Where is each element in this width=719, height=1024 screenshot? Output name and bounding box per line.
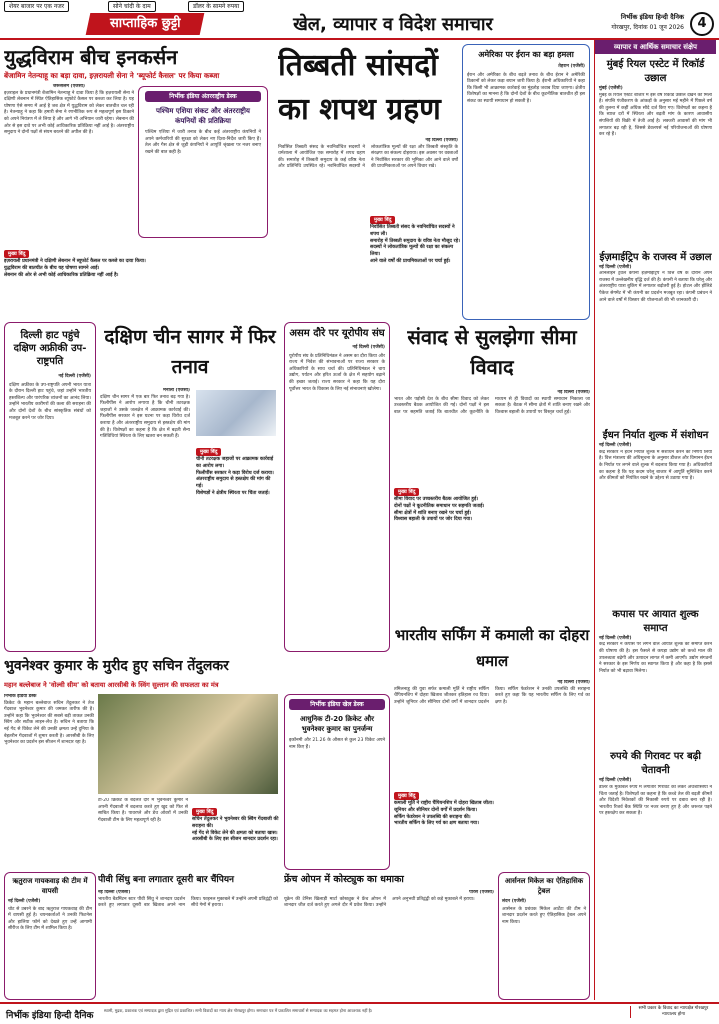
footer-paper-name: निर्भीक इंडिया हिन्दी दैनिक bbox=[6, 1011, 94, 1021]
delhi-africa-headline: दिल्ली हाट पहुंचे दक्षिण अफ्रीकी उप-राष्ट्रपति bbox=[13, 330, 87, 367]
delhi-africa-dateline: नई दिल्ली (एजेंसी) bbox=[58, 374, 91, 379]
border-headline: संवाद से सुलझेगा सीमा विवाद bbox=[407, 325, 577, 379]
surfing-headline: भारतीय सर्फिंग में कमाली का दोहरा धमाल bbox=[394, 626, 590, 670]
cotton-body: केंद्र सरकार ने कपास पर लगने वाले आयात शुल्क को समाप्त करने की घोषणा की है। इस फैसले से कपड़ा उद्योग को कच्चे माल की उपलब्धता बढ़ेगी और उत्पादन लागत में कमी आएगी। उद्योग संगठनों ने सरकार के इस निर्णय का स्वागत किया है और कहा है कि इससे निर्यात को भी बढ़ावा मिलेगा। bbox=[599, 642, 712, 674]
fuel-dateline: नई दिल्ली (एजेंसी) bbox=[599, 443, 632, 449]
ceasefire-keypoint: युद्धविराम की बातचीत के बीच यह घोषणा सामने आई। bbox=[4, 265, 100, 271]
ceasefire-keypoints bbox=[4, 240, 272, 302]
ruturaj-body: चोट से उबरने के बाद ऋतुराज गायकवाड़ की टीम में वापसी हुई है। चयनकर्ताओं ने उनकी फिटनेस और हालिया फॉर्म को देखते हुए उन्हें आगामी सीरीज के लिए टीम में शामिल किया है। bbox=[8, 906, 92, 932]
french-open-headline: फ्रेंच ओपन में कोस्ट्युक का धमाका bbox=[284, 874, 404, 885]
arsenal-box bbox=[498, 872, 590, 1000]
assam-box bbox=[284, 322, 390, 652]
ceasefire-keypoints-head: मुख्य बिंदु bbox=[4, 250, 29, 258]
french-open-body: पेरिस (एजेंसी) यूक्रेन की टेनिस खिलाड़ी मार्टा कोस्ट्युक ने फ्रेंच ओपन में शानदार जीत दर्ज करते हुए अगले दौर में प्रवेश किया। उन्होंने अपने अनुभवी प्रतिद्वंद्वी को कड़े मुकाबले में हराया। bbox=[284, 890, 494, 909]
ceasefire-keypoint: इज़रायली प्रधानमंत्री ने दक्षिणी लेबनान में ब्यूफोर्ट कैसल पर कब्जे का दावा किया। bbox=[4, 259, 146, 264]
mumbai-body: मुंबई के रियल एस्टेट बाजार में इस वर्ष रिकॉर्ड उछाल देखने को मिला है। संपत्ति पंजीकरण के आंकड़ों के अनुसार मई महीने में पिछले वर्ष की तुलना में कहीं अधिक सौदे दर्ज किए गए। विशेषज्ञों का कहना है कि ब्याज दरों में स्थिरता और बढ़ती मांग के कारण आवासीय संपत्तियों की बिक्री में तेजी आई है। लक्जरी आवासों की मांग भी लगातार बढ़ रही है, जिससे डेवलपर्स नई परियोजनाओं की घोषणा कर रहे हैं। bbox=[599, 92, 712, 138]
tibet-keypoint: समारोह में तिब्बती समुदाय के वरिष्ठ नेता मौजूद रहे। bbox=[370, 238, 460, 244]
bhuvneshwar-keypoint: नई गेंद से विकेट लेने की क्षमता को बताया खास। bbox=[192, 830, 278, 836]
footer-jurisdiction: सभी प्रकार के विवाद का न्यायक्षेत्र गोरखपुर न्यायालय होगा bbox=[630, 1006, 716, 1018]
scs-keypoint: चीनी तटरक्षक जहाजों पर आक्रामक कार्रवाई का आरोप लगा। bbox=[196, 457, 274, 469]
surfing-keypoint: जूनियर और सीनियर दोनों वर्गों में प्रदर्शन किया। bbox=[394, 807, 478, 813]
tibet-keypoints bbox=[370, 206, 460, 316]
fuel-headline: ईंधन निर्यात शुल्क में संशोधन bbox=[602, 430, 709, 442]
ceasefire-sidebox bbox=[138, 86, 268, 238]
easemytrip-body: ऑनलाइन ट्रैवल कंपनी ईज़माईट्रिप ने वित्त वर्ष के दौरान अपने राजस्व में उल्लेखनीय वृद्धि दर्ज की है। कंपनी ने बताया कि घरेलू और अंतरराष्ट्रीय यात्रा बुकिंग में लगातार बढ़ोतरी हुई है। होटल और हॉलिडे पैकेज सेगमेंट में भी कंपनी का प्रदर्शन मजबूत रहा। कंपनी प्रबंधन ने आने वाले वर्षों में विस्तार की योजनाओं की भी जानकारी दी। bbox=[599, 271, 712, 303]
surfing-keypoint: सर्फिंग फेडरेशन ने उपलब्धि की सराहना की। bbox=[394, 814, 471, 820]
ceasefire-keypoint: लेबनान की ओर से अभी कोई आधिकारिक प्रतिक्रिया नहीं आई है। bbox=[4, 272, 119, 278]
surfing-body: नई दिल्ली (एजेंसी) तमिलनाडु की युवा सर्फर कमाली मूर्ति ने राष्ट्रीय सर्फिंग चैंपियनशिप में दोहरा खिताब जीतकर इतिहास रच दिया। उन्होंने जूनियर और सीनियर दोनों वर्गों में शानदार प्रदर्शन किया। सर्फिंग फेडरेशन ने उनकी उपलब्धि की सराहना करते हुए कहा कि यह भारतीय सर्फिंग के लिए गर्व का क्षण है। bbox=[394, 680, 590, 705]
rupee-article bbox=[599, 750, 712, 865]
scs-keypoints-head: मुख्य बिंदु bbox=[196, 448, 221, 456]
arsenal-dateline: लंदन (एजेंसी) bbox=[502, 899, 527, 904]
rupee-body: डॉलर के मुकाबले रुपये में लगातार गिरावट को लेकर अर्थशास्त्रियों ने चिंता जताई है। विशेषज्ञों का कहना है कि कच्चे तेल की बढ़ती कीमतें और विदेशी निवेशकों की निकासी रुपये पर दबाव बना रही है। भारतीय रिजर्व बैंक स्थिति पर नजर बनाए हुए है और जरूरत पड़ने पर हस्तक्षेप कर सकता है। bbox=[599, 784, 712, 817]
scs-keypoint: विशेषज्ञों ने क्षेत्रीय स्थिरता पर चिंता जताई। bbox=[196, 490, 270, 496]
bhuvneshwar-keypoint: सचिन तेंदुलकर ने भुवनेश्वर की स्विंग गेंदबाजी की सराहना की। bbox=[192, 817, 279, 829]
ceasefire-sidebox-title: पश्चिम एशिया संकट और अंतरराष्ट्रीय कंपनियों की प्रतिक्रिया bbox=[156, 107, 250, 125]
sindhu-body: नई दिल्ली (एजेंसी) भारतीय बैडमिंटन स्टार पीवी सिंधु ने शानदार प्रदर्शन करते हुए लगातार दूसरी बार खिताब अपने नाम किया। फाइनल मुकाबले में उन्होंने अपनी प्रतिद्वंद्वी को सीधे गेमों में हराया। bbox=[98, 890, 278, 909]
cotton-article bbox=[599, 608, 712, 743]
scs-headline: दक्षिण चीन सागर में फिर तनाव bbox=[104, 326, 276, 378]
scs-keypoint: अंतरराष्ट्रीय समुदाय से हस्तक्षेप की मांग की गई। bbox=[196, 477, 271, 490]
coast-guard-ship-photo bbox=[196, 390, 276, 436]
bhuvneshwar-body2: टी-20 क्रिकेट के बदलते दौर में भुवनेश्वर कुमार ने अपनी गेंदबाजी में बदलाव करते हुए खुद को फिर से साबित किया है। पावरप्ले और डेथ ओवरों में उनकी गेंदबाजी टीम के लिए महत्वपूर्ण रही है। bbox=[98, 798, 188, 823]
bhuvneshwar-keypoints-head: मुख्य बिंदु bbox=[192, 808, 217, 816]
rupee-dollar-pill[interactable]: डॉलर के सामने रुपया bbox=[188, 1, 244, 12]
stock-market-pill[interactable]: शेयर बाजार पर एक नजर bbox=[4, 1, 69, 12]
business-sidebar bbox=[594, 40, 716, 1000]
america-iran-headline: अमेरिका पर ईरान का बड़ा हमला bbox=[478, 50, 574, 59]
ruturaj-dateline: नई दिल्ली (एजेंसी) bbox=[8, 899, 41, 904]
border-keypoints bbox=[394, 478, 590, 560]
brand-label: साप्ताहिक छुट्टी bbox=[109, 16, 181, 31]
arsenal-headline: आर्सनल मिकेल का ऐतिहासिक ट्रेबल bbox=[504, 877, 584, 895]
arsenal-body: आर्सनल के प्रबंधक मिकेल आर्टेटा की टीम ने शानदार प्रदर्शन करते हुए ऐतिहासिक ट्रेबल अपने नाम किया। bbox=[502, 906, 586, 925]
delhi-africa-box bbox=[4, 322, 96, 652]
fuel-body: केंद्र सरकार ने ईंधन निर्यात शुल्क में संशोधन करने का निर्णय लिया है। वित्त मंत्रालय की अधिसूचना के अनुसार डीजल और विमानन ईंधन के निर्यात पर लगने वाले शुल्क में बदलाव किया गया है। अधिकारियों का कहना है कि यह कदम घरेलू बाजार में आपूर्ति सुनिश्चित करने और कीमतों को नियंत्रित रखने के उद्देश्य से उठाया गया है। bbox=[599, 449, 712, 482]
brand-box bbox=[86, 13, 205, 35]
assam-headline: असम दौरे पर यूरोपीय संघ bbox=[289, 328, 385, 339]
tibet-body: नई दिल्ली (एजेंसी) निर्वासित तिब्बती संसद के नवनिर्वाचित सदस्यों ने धर्मशाला में आयोजित एक समारोह में शपथ ग्रहण की। समारोह में तिब्बती समुदाय के कई वरिष्ठ नेता और प्रतिनिधि उपस्थित रहे। नवनिर्वाचित सदस्यों ने लोकतांत्रिक मूल्यों की रक्षा और तिब्बती संस्कृति के संरक्षण का संकल्प दोहराया। इस अवसर पर वक्ताओं ने निर्वासित सरकार की भूमिका और आने वाले वर्षों की प्राथमिकताओं पर अपने विचार रखे। bbox=[278, 138, 458, 170]
surfing-keypoints-head: मुख्य बिंदु bbox=[394, 792, 419, 800]
rupee-dateline: नई दिल्ली (एजेंसी) bbox=[599, 778, 632, 784]
tibet-keypoint: निर्वासित तिब्बती संसद के नवनिर्वाचित सदस्यों ने शपथ ली। bbox=[370, 225, 455, 237]
assam-body: यूरोपीय संघ के प्रतिनिधिमंडल ने असम का दौरा किया और राज्य में निवेश की संभावनाओं पर राज्य सरकार के अधिकारियों के साथ चर्चा की। प्रतिनिधिमंडल ने चाय उद्योग, पर्यटन और हरित ऊर्जा के क्षेत्र में सहयोग बढ़ाने की इच्छा जताई। राज्य सरकार ने कहा कि यह दौरा पूर्वोत्तर भारत के विकास के लिए नई संभावनाएं खोलेगा। bbox=[289, 353, 385, 392]
border-keypoint: दोनों पक्षों ने कूटनीतिक समाधान पर सहमति जताई। bbox=[394, 503, 485, 509]
bhuvneshwar-sidebox bbox=[284, 694, 390, 870]
masthead bbox=[0, 0, 719, 40]
rupee-headline: रुपये की गिरावट पर बढ़ी चेतावनी bbox=[610, 751, 701, 777]
ceasefire-headline: युद्धविराम बीच इनकर्सन bbox=[4, 45, 178, 69]
assam-dateline: नई दिल्ली (एजेंसी) bbox=[352, 345, 385, 350]
cricket-players-photo bbox=[98, 694, 278, 794]
sindhu-headline: पीवी सिंधु बना लगातार दूसरी बार चैंपियन bbox=[98, 875, 235, 885]
surfing-keypoint: भारतीय सर्फिंग के लिए गर्व का क्षण बताया गया। bbox=[394, 821, 479, 827]
easemytrip-headline: ईज़माईट्रिप के राजस्व में उछाल bbox=[599, 251, 712, 263]
ceasefire-subhead: बेंजामिन नेतन्याहू का बड़ा दावा, इज़रायली सेना ने 'ब्यूफोर्ट कैसल' पर किया कब्जा bbox=[4, 71, 220, 80]
bhuvneshwar-sidebox-title: आधुनिक टी-20 क्रिकेट और भुवनेश्वर कुमार का पुनर्जन्म bbox=[300, 715, 374, 733]
border-keypoint: सीमा क्षेत्रों में शांति बनाए रखने पर चर्चा हुई। bbox=[394, 510, 472, 516]
tibet-headline: तिब्बती सांसदों का शपथ ग्रहण bbox=[278, 48, 441, 127]
easemytrip-article bbox=[599, 251, 712, 422]
mumbai-article bbox=[599, 58, 712, 243]
page-number: 4 bbox=[690, 12, 714, 36]
footer bbox=[0, 1002, 719, 1024]
sidebar-header: व्यापार व आर्थिक समाचार संक्षेप bbox=[595, 40, 716, 54]
tibet-keypoint: आने वाले वर्षों की प्राथमिकताओं पर चर्चा हुई। bbox=[370, 258, 451, 264]
scs-keypoint: फिलीपींस सरकार ने कड़ा विरोध दर्ज कराया। bbox=[196, 470, 274, 476]
bhuvneshwar-headline: भुवनेश्वर कुमार के मुरीद हुए सचिन तेंदुलकर bbox=[4, 658, 229, 674]
bhuvneshwar-caption: इकॉनमी और 21.26 के औसत से कुल 23 विकेट अपने नाम किए हैं। bbox=[289, 738, 385, 750]
bhuvneshwar-subhead: महान बल्लेबाज ने 'वोल्वी सीम' को बताया आरसीबी के स्विंग सुल्तान की सफलता का मंत्र bbox=[4, 681, 219, 689]
section-title: खेल, व्यापार व विदेश समाचार bbox=[293, 14, 493, 35]
ceasefire-sidebox-head: निर्भीक इंडिया अंतरराष्ट्रीय डेस्क bbox=[145, 91, 261, 102]
fuel-article bbox=[599, 429, 712, 600]
scs-body: मनीला (एजेंसी) दक्षिण चीन सागर में एक बार फिर तनाव बढ़ गया है। फिलीपींस ने आरोप लगाया है कि चीनी तटरक्षक जहाजों ने उसके जलक्षेत्र में आक्रामक कार्रवाई की। फिलीपींस सरकार ने इस घटना पर कड़ा विरोध दर्ज कराया है और अंतरराष्ट्रीय समुदाय से हस्तक्षेप की मांग की है। विशेषज्ञों का कहना है कि क्षेत्र में बढ़ती सैन्य गतिविधियां स्थिरता के लिए खतरा बन सकती हैं। bbox=[100, 388, 190, 440]
easemytrip-dateline: नई दिल्ली (एजेंसी) bbox=[599, 264, 632, 270]
america-iran-box bbox=[462, 44, 590, 320]
mumbai-dateline: मुंबई (एजेंसी) bbox=[599, 86, 623, 91]
paper-name: निर्भीक इंडिया हिन्दी दैनिक bbox=[620, 13, 684, 21]
bhuvneshwar-keypoint: आरसीबी के लिए इस सीजन शानदार प्रदर्शन रहा। bbox=[192, 837, 278, 843]
surfing-keypoint: कमाली मूर्ति ने राष्ट्रीय चैंपियनशिप में दोहरा खिताब जीता। bbox=[394, 801, 494, 806]
america-iran-dateline: तेहरान (एजेंसी) bbox=[558, 64, 585, 69]
border-keypoint: सीमा विवाद पर उच्चस्तरीय बैठक आयोजित हुई। bbox=[394, 497, 479, 502]
mumbai-headline: मुंबई रियल एस्टेट में रिकॉर्ड उछाल bbox=[606, 59, 705, 84]
scs-keypoints bbox=[196, 438, 278, 518]
surfing-keypoints bbox=[394, 782, 590, 870]
ruturaj-headline: ऋतुराज गायकवाड़ की टीम में वापसी bbox=[12, 877, 88, 895]
cotton-headline: कपास पर आयात शुल्क समाप्त bbox=[612, 608, 699, 634]
america-iran-body: ईरान और अमेरिका के बीच बढ़ते तनाव के बीच ईरान ने अमेरिकी ठिकानों को लेकर कड़ा बयान जारी किया है। ईरानी अधिकारियों ने कहा कि किसी भी आक्रामक कार्रवाई का मुंहतोड़ जवाब दिया जाएगा। क्षेत्रीय विशेषज्ञों का मानना है कि दोनों देशों के बीच कूटनीतिक बातचीत ही इस संकट का स्थायी समाधान हो सकती है। bbox=[467, 72, 585, 104]
ceasefire-sidebox-body: पश्चिम एशिया में जारी तनाव के बीच कई अंतरराष्ट्रीय कंपनियों ने अपने कर्मचारियों की सुरक्षा को लेकर नए दिशा-निर्देश जारी किए हैं। तेल और गैस क्षेत्र से जुड़ी कंपनियों ने आपूर्ति श्रृंखला पर नजर बनाए रखने की बात कही है। bbox=[145, 130, 261, 155]
tibet-keypoints-head: मुख्य बिंदु bbox=[370, 216, 395, 224]
gold-silver-pill[interactable]: सोने चांदी के दाम bbox=[108, 1, 156, 12]
bhuvneshwar-keypoints bbox=[192, 798, 282, 870]
border-body: नई दिल्ली (एजेंसी) भारत और पड़ोसी देश के बीच सीमा विवाद को लेकर उच्चस्तरीय बैठक आयोजित की गई। दोनों पक्षों ने इस बात पर सहमति जताई कि बातचीत और कूटनीति के माध्यम से ही विवादों का स्थायी समाधान निकाला जा सकता है। बैठक में सीमा क्षेत्रों में शांति बनाए रखने और विश्वास बहाली के उपायों पर विस्तृत चर्चा हुई। bbox=[394, 390, 590, 415]
border-keypoint: विश्वास बहाली के उपायों पर जोर दिया गया। bbox=[394, 517, 472, 523]
delhi-africa-body: दक्षिण अफ्रीका के उप-राष्ट्रपति अपनी भारत यात्रा के दौरान दिल्ली हाट पहुंचे, जहां उन्होंने भारतीय हस्तशिल्प और पारंपरिक व्यंजनों का आनंद लिया। उन्होंने भारतीय कारीगरों की कला की सराहना की और दोनों देशों के बीच सांस्कृतिक संबंधों को मजबूत करने पर जोर दिया। bbox=[9, 382, 91, 421]
ruturaj-box bbox=[4, 872, 96, 1000]
bhuvneshwar-body: निर्भीक इंडिया डेस्क क्रिकेट के महान बल्लेबाज सचिन तेंदुलकर ने तेज गेंदबाज भुवनेश्वर कुमार की जमकर तारीफ की है। उन्होंने कहा कि भुवनेश्वर की सबसे बड़ी ताकत उनकी स्विंग और सटीक लाइन-लेंथ है। सचिन ने बताया कि नई गेंद से विकेट लेने की उनकी क्षमता उन्हें दुनिया के बेहतरीन गेंदबाजों में शुमार करती है। आरसीबी के लिए भुवनेश्वर का प्रदर्शन इस सीजन में शानदार रहा है। bbox=[4, 694, 94, 746]
date-line: गोरखपुर, दिनांक 01 जून 2026 bbox=[611, 24, 684, 31]
cotton-dateline: नई दिल्ली (एजेंसी) bbox=[599, 635, 632, 641]
bhuvneshwar-sidebox-head: निर्भीक इंडिया खेल डेस्क bbox=[289, 699, 385, 710]
border-keypoints-head: मुख्य बिंदु bbox=[394, 488, 419, 496]
ceasefire-body: जेरूसलम (एजेंसी) इज़राइल के प्रधानमंत्री बेंजामिन नेतन्याहू ने दावा किया है कि इज़रायली सेना ने दक्षिणी लेबनान में स्थित ऐतिहासिक ब्यूफोर्ट कैसल पर कब्जा कर लिया है। यह घोषणा ऐसे समय में आई है जब क्षेत्र में युद्धविराम को लेकर बातचीत चल रही है। नेतन्याहू ने कहा कि हमारी सेना ने रणनीतिक रूप से महत्वपूर्ण इस ठिकाने को अपने नियंत्रण में ले लिया है और आगे भी अभियान जारी रहेगा। लेबनान की ओर से इस दावे पर अभी कोई आधिकारिक प्रतिक्रिया नहीं आई है। अंतरराष्ट्रीय समुदाय ने दोनों पक्षों से संयम बरतने की अपील की है। bbox=[4, 84, 134, 136]
footer-meta: स्वामी, मुद्रक, प्रकाशक एवं सम्पादक द्वारा मुद्रित एवं प्रकाशित। सभी विवादों का न्याय क्षेत्र गोरखपुर होगा। समाचार पत्र में प्रकाशित समाचारों से सम्पादक का सहमत होना आवश्यक नहीं है। bbox=[104, 1008, 373, 1013]
tibet-keypoint: सदस्यों ने लोकतांत्रिक मूल्यों की रक्षा का संकल्प लिया। bbox=[370, 245, 454, 258]
masthead-right bbox=[560, 12, 684, 31]
